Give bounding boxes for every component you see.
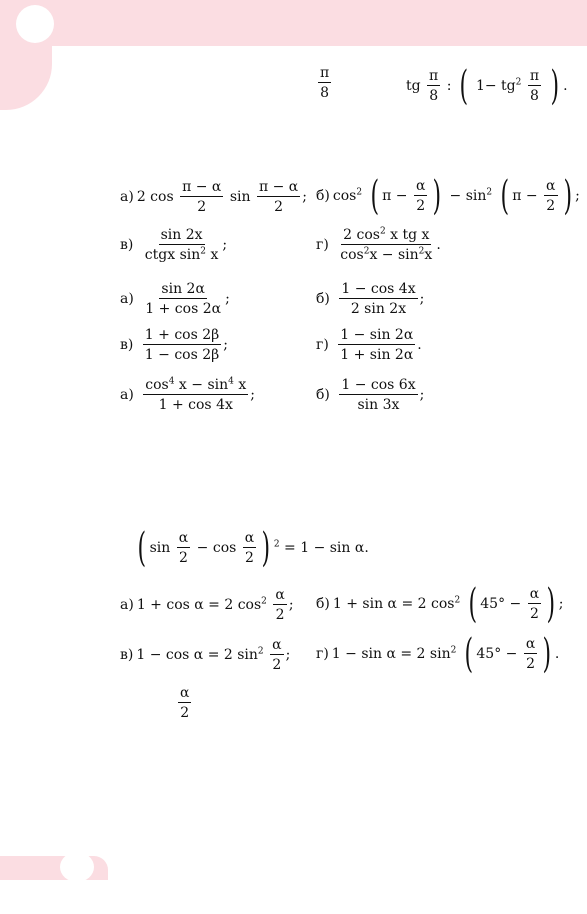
numerator: π − α <box>182 179 222 195</box>
semicolon: ; <box>223 337 228 353</box>
ex3-item-g <box>316 328 422 362</box>
header-circle <box>16 5 54 43</box>
expr-text: 1 + sin α = 2 cos <box>332 596 455 612</box>
exponent: 2 <box>379 226 386 237</box>
item-label: а) <box>120 189 134 205</box>
exponent: 4 <box>168 376 175 387</box>
exponent: 2 <box>515 77 522 88</box>
item-label: в) <box>120 647 134 663</box>
exponent: 4 <box>228 376 234 387</box>
semicolon: ; <box>419 387 425 403</box>
item-label: б) <box>316 596 330 612</box>
item-label: в) <box>120 237 134 253</box>
semicolon: ; <box>558 596 564 612</box>
left-paren: ( <box>370 173 379 219</box>
numerator: α <box>529 586 540 602</box>
numerator: α <box>546 178 556 194</box>
denominator <box>338 245 434 262</box>
exponent: 2 <box>261 596 267 607</box>
expr-text: 2 cos <box>136 189 174 205</box>
item-label: а) <box>120 597 134 613</box>
denominator: 2 <box>245 550 254 566</box>
period: . <box>417 337 422 353</box>
numerator: 1 − sin 2α <box>340 327 414 343</box>
denominator: 1 − cos 2β <box>144 347 220 363</box>
numerator: α <box>525 636 536 652</box>
item-label: б) <box>316 291 330 307</box>
ex4-item-a <box>120 378 255 412</box>
item-label: г) <box>316 237 329 253</box>
expr-text: 45° − <box>480 596 522 612</box>
exponent: 2 <box>257 646 264 657</box>
period: . <box>554 646 560 662</box>
header-band <box>0 0 587 46</box>
denominator: 2 <box>416 198 426 214</box>
denominator: 2 <box>275 607 285 623</box>
expr-text: ctgx sin <box>144 247 201 263</box>
right-paren: ) <box>542 631 552 677</box>
denominator: sin 3x <box>357 397 400 413</box>
ex4-item-b <box>316 378 424 412</box>
expr-text: sin <box>149 540 171 556</box>
semicolon: ; <box>222 237 228 253</box>
alpha-half-fraction <box>176 686 193 720</box>
item-label: г) <box>316 646 329 662</box>
expr-text: x <box>238 377 247 393</box>
top-pi-fraction <box>316 66 333 100</box>
denominator: 2 sin 2x <box>350 301 407 317</box>
expr-text: x − sin <box>178 377 229 393</box>
semicolon: ; <box>225 291 230 307</box>
expr-text: x <box>424 247 433 263</box>
semicolon: ; <box>302 189 307 205</box>
numerator: 1 + cos 2β <box>144 327 220 343</box>
numerator: α <box>275 587 285 603</box>
numerator: α <box>272 637 282 653</box>
left-paren: ( <box>137 525 147 571</box>
denominator: 8 <box>529 88 539 104</box>
semicolon: ; <box>250 387 255 403</box>
right-paren: ) <box>563 173 572 219</box>
expr-text: sin <box>229 189 251 205</box>
denominator: 2 <box>274 199 284 215</box>
numerator: π − α <box>258 179 299 195</box>
ex2-item-g <box>316 228 441 262</box>
expr-text: = 1 − sin α. <box>284 540 369 556</box>
expr-text: cos <box>332 188 357 204</box>
ex5-item-g <box>316 631 560 677</box>
numerator <box>341 228 431 245</box>
ex3-item-v <box>120 328 228 362</box>
exponent: 2 <box>200 246 206 257</box>
exponent: 2 <box>418 246 425 257</box>
numerator: sin 2x <box>160 227 203 243</box>
colon: : <box>446 78 452 94</box>
ex5-item-b <box>316 581 564 627</box>
expr-text: x <box>210 247 219 263</box>
numerator: 1 − cos 6x <box>341 377 416 393</box>
numerator: π <box>429 68 439 84</box>
semicolon: ; <box>288 597 294 613</box>
ex3-item-b <box>316 282 424 316</box>
expr-text: − cos <box>196 540 237 556</box>
denominator: 2 <box>272 657 282 673</box>
expr-text: 45° − <box>476 646 518 662</box>
denominator: 2 <box>529 606 539 622</box>
numerator <box>143 378 248 395</box>
period: . <box>436 237 441 253</box>
numerator: sin 2α <box>161 281 205 297</box>
ex5-item-v <box>120 638 290 672</box>
top-tg-expression <box>406 63 568 109</box>
item-label: а) <box>120 291 134 307</box>
numerator: α <box>416 178 426 194</box>
expr-text: cos <box>340 247 364 263</box>
denominator: 1 + cos 2α <box>145 301 222 317</box>
left-paren: ( <box>500 173 509 219</box>
right-paren: ) <box>261 525 271 571</box>
semicolon: ; <box>419 291 425 307</box>
exponent: 2 <box>273 539 280 550</box>
left-paren: ( <box>468 581 477 627</box>
exponent: 2 <box>356 187 363 198</box>
item-label: а) <box>120 387 134 403</box>
numerator: π <box>529 68 540 84</box>
numerator: α <box>180 685 190 701</box>
right-paren: ) <box>546 581 556 627</box>
expr-text: 1 + cos α = 2 cos <box>136 597 262 613</box>
numerator: π <box>320 65 330 81</box>
exponent: 2 <box>363 246 370 257</box>
item-label: г) <box>316 337 329 353</box>
expr-text: x tg x <box>390 227 430 243</box>
tg-text: tg <box>406 78 421 94</box>
denominator <box>143 245 221 262</box>
footer-circle <box>60 852 94 882</box>
denominator: 2 <box>197 199 207 215</box>
exponent: 2 <box>486 187 493 198</box>
expr-text: 1 − cos α = 2 sin <box>136 647 258 663</box>
item-label: в) <box>120 337 134 353</box>
expr-text: π − <box>382 188 408 204</box>
numerator: 1 − cos 4x <box>341 281 416 297</box>
item-label: б) <box>316 387 330 403</box>
expr-text: 2 cos <box>343 227 380 243</box>
denominator: 2 <box>526 656 536 672</box>
ex5-item-a <box>120 588 294 622</box>
left-paren: ( <box>464 631 473 677</box>
item-label: б) <box>316 188 330 204</box>
ex1-item-a <box>120 180 307 214</box>
exponent: 2 <box>450 645 457 656</box>
ex1-item-b <box>316 173 580 219</box>
period: . <box>563 78 568 94</box>
denominator: 1 + cos 4x <box>158 397 233 413</box>
numerator: α <box>178 530 189 546</box>
semicolon: ; <box>575 188 580 204</box>
expr-text: x − sin <box>369 247 419 263</box>
expr-text: π − <box>512 188 538 204</box>
ex2-item-v <box>120 228 227 262</box>
identity-expression <box>134 525 369 571</box>
semicolon: ; <box>285 647 291 663</box>
right-paren: ) <box>432 173 442 219</box>
ex3-item-a <box>120 282 230 316</box>
denominator: 2 <box>180 705 190 721</box>
numerator: α <box>244 530 255 546</box>
header-tab <box>0 40 52 110</box>
expr-text: − sin <box>449 188 487 204</box>
right-paren: ) <box>550 63 560 109</box>
denominator: 8 <box>320 85 330 101</box>
denominator: 2 <box>179 550 188 566</box>
expr-text: 1− tg <box>475 78 516 94</box>
exponent: 2 <box>454 595 461 606</box>
expr-text: cos <box>145 377 169 393</box>
denominator: 2 <box>546 198 556 214</box>
left-paren: ( <box>459 63 468 109</box>
denominator: 1 + sin 2α <box>340 347 414 363</box>
denominator: 8 <box>429 88 439 104</box>
expr-text: 1 − sin α = 2 sin <box>331 646 451 662</box>
